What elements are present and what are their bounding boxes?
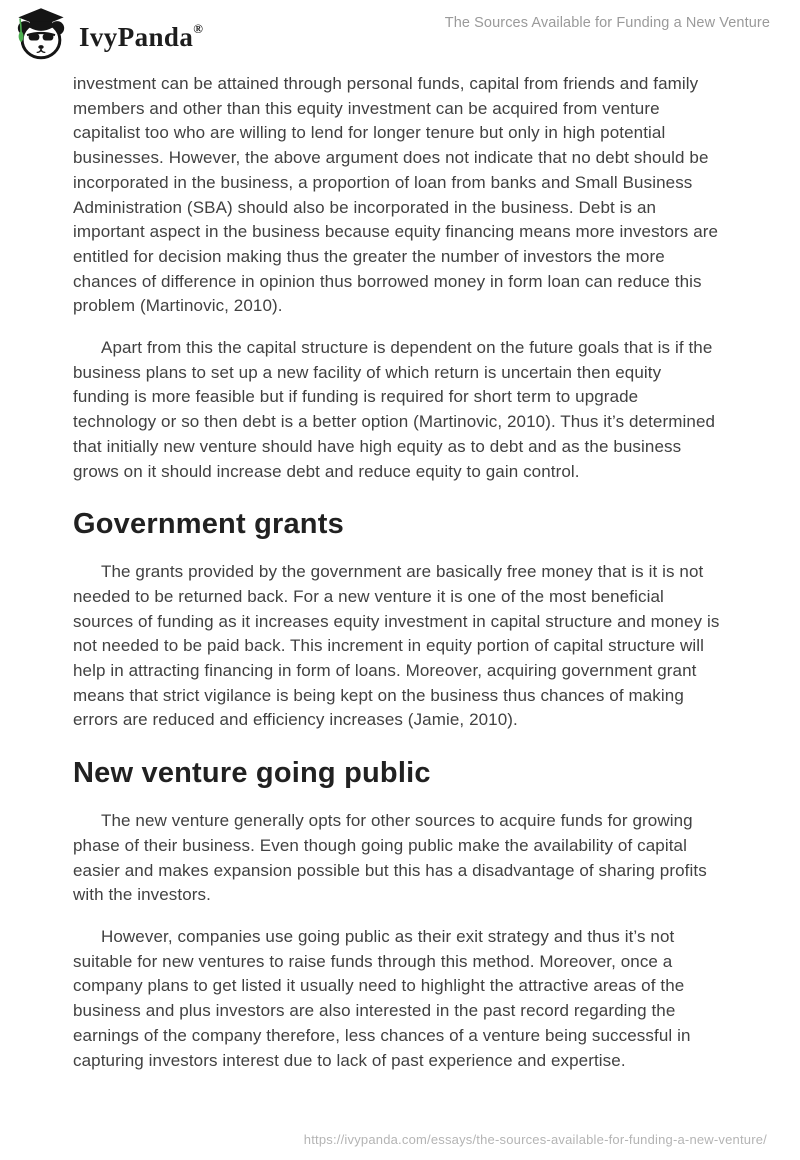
page-header <box>0 0 800 64</box>
ivypanda-panda-logo-icon <box>14 5 68 61</box>
ivypanda-brand <box>14 5 203 61</box>
section-heading-government-grants: Government grants <box>73 508 344 541</box>
section-heading-new-venture-going-public: New venture going public <box>73 757 431 790</box>
document-title: The Sources Available for Funding a New Venture <box>444 15 770 31</box>
paragraph: The grants provided by the government are basically free money that is it is not needed to be returned back. For a new venture it is one of the most beneficial sources of funding as it increases equity investment in capital structure and money is not needed to be paid back. This increment in equity portion of capital structure will help in attracting financing in form of loans. Moreover, acquiring government grant means that strict vigilance is being kept on the business thus chances of making errors are reduced and efficiency increases (Jamie, 2010). <box>73 562 720 730</box>
source-url: https://ivypanda.com/essays/the-sources-available-for-funding-a-new-venture/ <box>303 1132 767 1147</box>
essay-content <box>73 64 722 1090</box>
paragraph: However, companies use going public as their exit strategy and thus it’s not suitable for new ventures to raise funds through this method. Moreover, once a company plans to get listed it usually need to highlight the attractive areas of the business and plus investors are also interested in the past record regarding the earnings of the company therefore, less chances of a venture being successful in capturing investors interest due to lack of past experience and expertise. <box>73 926 691 1070</box>
brand-name-text: IvyPanda <box>79 21 194 52</box>
brand-name <box>79 16 203 51</box>
paragraph: Apart from this the capital structure is dependent on the future goals that is if the business plans to set up a new facility of which return is uncertain then equity funding is more feasible but if funding is required for short term to upgrade technology or so then debt is a better option (Martinovic, 2010). Thus it’s determined that initially new venture should have high equity as to debt and as the business grows on it should increase debt and reduce equity to gain control. <box>73 338 716 481</box>
registered-trademark-symbol: ® <box>193 20 204 36</box>
paragraph-continuation: investment can be attained through personal funds, capital from friends and family members and other than this equity investment can be acquired from venture capitalist too who are willing to lend for longer tenure but only in high potential businesses. However, the above argument does not indicate that no debt should be incorporated in the business, a proportion of loan from banks and Small Business Administration (SBA) should also be incorporated in the business. Debt is an important aspect in the business because equity financing means more investors are entitled for decision making thus the greater the number of investors the more chances of difference in opinion thus borrowed money in form loan can reduce this problem (Martinovic, 2010). <box>73 74 719 316</box>
paragraph: The new venture generally opts for other sources to acquire funds for growing phase of their business. Even though going public make the availability of capital easier and makes expansion possible but this has a disadvantage of sharing profits with the investors. <box>73 811 707 905</box>
